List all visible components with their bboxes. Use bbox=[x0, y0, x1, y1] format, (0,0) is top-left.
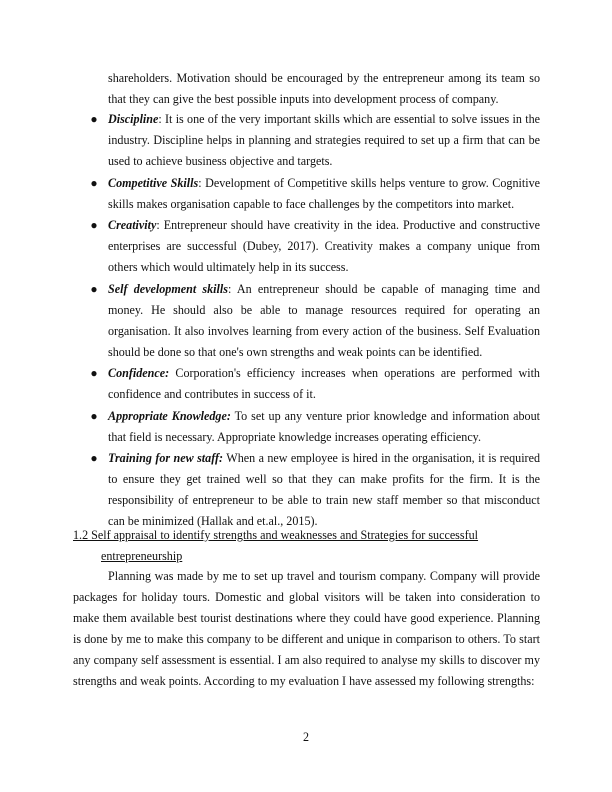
bullet-icon: ● bbox=[90, 112, 98, 126]
bullet-icon: ● bbox=[90, 175, 98, 190]
bullet-text: Development of Competitive skills helps venture to grow. Cognitive skills makes organisation capable to face challenges by the competitors into market. bbox=[108, 175, 540, 211]
bullet-text: Entrepreneur should have creativity in the idea. Productive and constructive enterprises are successful (Dubey, 2017). Creativity makes a company unique from others which would ultimately help in its success. bbox=[108, 218, 540, 274]
bullet-text: It is one of the very important skills which are essential to solve issues in the industry. Discipline helps in planning and strategies required to set up a firm that can be used to achieve business objective and targets. bbox=[108, 112, 540, 168]
bullet-term: Self development skills bbox=[108, 281, 228, 296]
bullet-item-self-development: ● Self development skills: An entrepreneur should be capable of managing time and money. He should also be able to manage resources required for operating an organisation. It also involves learning from every action of the business. Self Evaluation should be done so that one's own strengths and weak points can be identified. bbox=[108, 279, 540, 363]
bullet-term: Confidence: bbox=[108, 366, 170, 380]
heading-line-2: entrepreneurship bbox=[101, 549, 183, 563]
section-heading bbox=[73, 525, 540, 567]
bullet-term: Training for new staff: bbox=[108, 451, 224, 465]
bullet-text: When a new employee is hired in the organisation, it is required to ensure they get trained well so that they can make profits for the firm. It is the responsibility of entrepreneur to be able to train new staff member so that misconduct can be minimized (Hallak and et.al., 2015). bbox=[108, 451, 540, 528]
bullet-item-creativity: ● Creativity: Entrepreneur should have creativity in the idea. Productive and constructive enterprises are successful (Dubey, 2017). Creativity makes a company unique from others which would ultimately help in its success. bbox=[108, 215, 540, 278]
heading-line-1: 1.2 Self appraisal to identify strengths and weaknesses and Strategies for successful bbox=[73, 528, 479, 542]
bullet-icon: ● bbox=[90, 218, 98, 232]
bullet-item-training-new-staff bbox=[90, 448, 540, 532]
bullet-term: Appropriate Knowledge: bbox=[108, 408, 231, 423]
continuation-text: shareholders. Motivation should be encouraged by the entrepreneur among its team so that they can give the best possible inputs into development process of company. bbox=[108, 71, 540, 106]
bullet-item-discipline: ● Discipline: It is one of the very important skills which are essential to solve issues in the industry. Discipline helps in planning and strategies required to set up a firm that can be used to achieve business objective and targets. bbox=[108, 109, 540, 172]
skills-bullet-list bbox=[90, 109, 540, 533]
bullet-term: Discipline bbox=[108, 112, 159, 126]
bullet-icon: ● bbox=[90, 281, 98, 296]
bullet-text: Corporation's efficiency increases when operations are performed with confidence and contributes in success of it. bbox=[108, 366, 540, 401]
bullet-icon: ● bbox=[90, 451, 98, 465]
bullet-term: Competitive Skills bbox=[108, 175, 199, 190]
bullet-item-appropriate-knowledge bbox=[90, 406, 540, 448]
bullet-term: Creativity bbox=[108, 218, 157, 232]
bullet-item-competitive-skills: ● Competitive Skills: Development of Competitive skills helps venture to grow. Cognitive skills makes organisation capable to face challenges by the competitors into market. bbox=[108, 173, 540, 215]
bullet-icon: ● bbox=[90, 366, 98, 380]
bullet-icon: ● bbox=[90, 408, 98, 423]
bullet-text: An entrepreneur should be capable of managing time and money. He should also be able to manage resources required for operating an organisation. It also involves learning from every action of the business. Self Evaluation should be done so that one's own strengths and weak points can be identified. bbox=[108, 281, 540, 359]
page-number: 2 bbox=[302, 730, 310, 744]
body-paragraph: Planning was made by me to set up travel and tourism company. Company will provide packages for holiday tours. Domestic and global visitors will be taken into consideration to make them available best tourist destinations where they could have good experience. Planning is done by me to make this company to be different and unique in comparison to others. To start any company self assessment is essential. I am also required to analyse my skills to discover my strengths and weak points. According to my evaluation I have assessed my following strengths: bbox=[73, 569, 540, 688]
bullet-text: To set up any venture prior knowledge and information about that field is necessary. Appropriate knowledge increases operating efficiency. bbox=[108, 408, 540, 444]
bullet-item-confidence bbox=[90, 363, 540, 405]
